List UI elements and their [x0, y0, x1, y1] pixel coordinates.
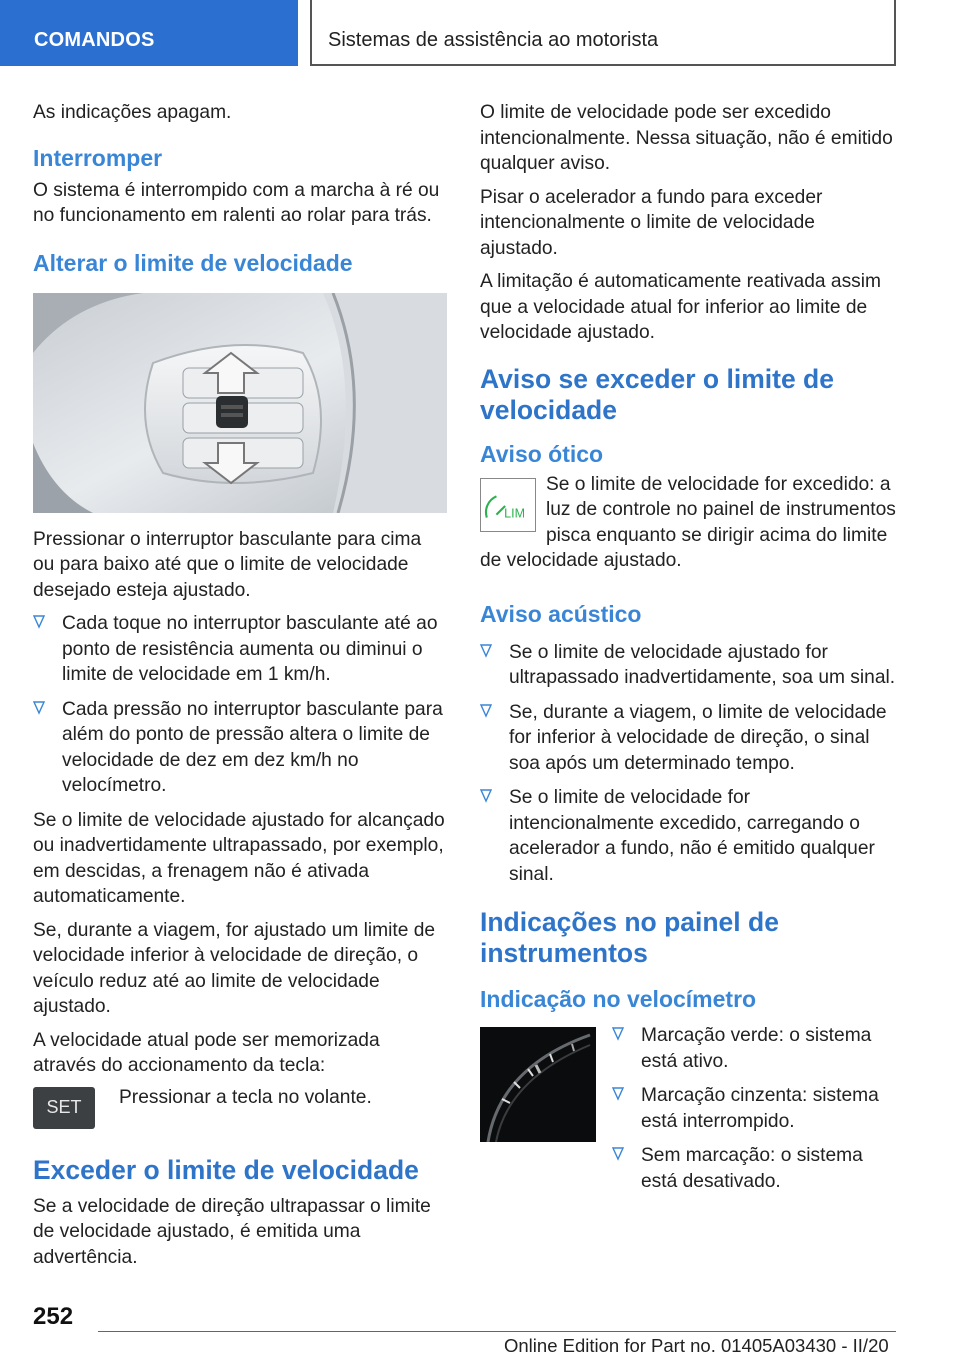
heading-aviso: Aviso se exceder o limite de velocidade [480, 363, 834, 425]
page-header [0, 0, 960, 66]
triangle-bullet-icon [480, 644, 492, 658]
heading-interromper: Interromper [33, 144, 163, 171]
right-column [480, 100, 896, 1217]
triangle-bullet-icon [33, 615, 45, 629]
paragraph-pisar: Pisar o acelerador a fundo para exceder intencionalmente o limite de velocidade ajustado. [480, 186, 823, 259]
footer-divider [98, 1331, 896, 1332]
paragraph-limitacao: A limitação é automaticamente reativada assim que a velocidade atual for inferior ao limite de velocidade ajustado. [480, 271, 881, 343]
list-item: Se o limite de velocidade ajustado for ultrapassado inadvertidamente, soa um sinal. [480, 640, 896, 691]
triangle-bullet-icon [480, 789, 492, 803]
heading-otico: Aviso ótico [480, 440, 604, 467]
speedometer-image [480, 1027, 596, 1142]
otico-block [480, 476, 896, 582]
list-item: Cada pressão no interruptor basculante para além do ponto de pressão altera o limite de velocidade de dez em dez km/h no velocímetro. [33, 697, 447, 799]
paragraph-interromper: O sistema é interrompido com a marcha à ré ou no funcionamento em ralenti ao rolar para trás. [33, 179, 440, 226]
paragraph-set: Pressionar a tecla no volante. [119, 1086, 372, 1108]
triangle-bullet-icon [612, 1027, 624, 1041]
paragraph-exceder: Se a velocidade de direção ultrapassar o limite de velocidade ajustado, é emitida uma advertência. [33, 1195, 431, 1268]
velocimetro-figure [480, 1027, 896, 1209]
paragraph-otico: Se o limite de velocidade for excedido: a luz de controle no painel de instrumentos pisca enquanto se dirigir acima do limite de velocidade ajustado. [480, 475, 896, 571]
bullet-list-alterar [33, 611, 447, 799]
list-item: Marcação verde: o sistema está ativo. [612, 1023, 896, 1074]
heading-indicacoes: Indicações no painel de instrumentos [480, 907, 779, 968]
list-item: Se, durante a viagem, o limite de velocidade for inferior à velocidade de direção, o sinal soa após um determinado tempo. [480, 700, 896, 777]
set-key-icon: SET [33, 1087, 95, 1129]
paragraph-alcancado: Se o limite de velocidade ajustado for alcançado ou inadvertidamente ultrapassado, por exemplo, em descidas, a frenagem não é ativada automaticamente. [33, 809, 445, 907]
list-item: Cada toque no interruptor basculante até ao ponto de resistência aumenta ou diminui o limite de velocidade em 1 km/h. [33, 611, 447, 688]
list-item: Marcação cinzenta: sistema está interrompido. [612, 1083, 896, 1134]
svg-text:LIM: LIM [504, 506, 525, 521]
triangle-bullet-icon [612, 1147, 624, 1161]
chapter-title: Sistemas de assistência ao motorista [328, 29, 659, 51]
steering-wheel-switch-photo [33, 293, 447, 513]
heading-exceder: Exceder o limite de velocidade [33, 1154, 419, 1185]
lim-indicator-icon [480, 478, 536, 532]
paragraph-durante: Se, durante a viagem, for ajustado um limite de velocidade inferior à velocidade de direção, o veículo reduz até ao limite de velocidade ajustado. [33, 919, 436, 1017]
paragraph-memorizada: A velocidade atual pode ser memorizada através do accionamento da tecla: [33, 1029, 380, 1076]
paragraph-pressionar: Pressionar o interruptor basculante para cima ou para baixo até que o limite de velocidade desejado esteja ajustado. [33, 528, 422, 601]
heading-velocimetro: Indicação no velocímetro [480, 986, 757, 1012]
bullet-list-velocimetro [612, 1023, 896, 1203]
list-item: Se o limite de velocidade for intencionalmente excedido, carregando o acelerador a fundo, não é emitido qualquer sinal. [480, 785, 896, 887]
heading-alterar: Alterar o limite de velocidade [33, 249, 353, 276]
paragraph-excedido: O limite de velocidade pode ser excedido intencionalmente. Nessa situação, não é emitido qualquer aviso. [480, 102, 893, 174]
triangle-bullet-icon [480, 704, 492, 718]
list-item: Sem marcação: o sistema está desativado. [612, 1143, 896, 1194]
edition-text: Online Edition for Part no. 01405A03430 - II/20 [504, 1335, 889, 1356]
page-number: 252 [33, 1303, 74, 1330]
heading-acustico: Aviso acústico [480, 600, 642, 627]
section-tab [0, 0, 298, 66]
chapter-tab [310, 0, 896, 66]
paragraph-intro: As indicações apagam. [33, 102, 232, 123]
bullet-list-acustico [480, 640, 896, 888]
triangle-bullet-icon [33, 701, 45, 715]
left-column [33, 100, 447, 1278]
triangle-bullet-icon [612, 1087, 624, 1101]
set-key-figure [33, 1087, 447, 1129]
section-title: COMANDOS [34, 29, 155, 51]
